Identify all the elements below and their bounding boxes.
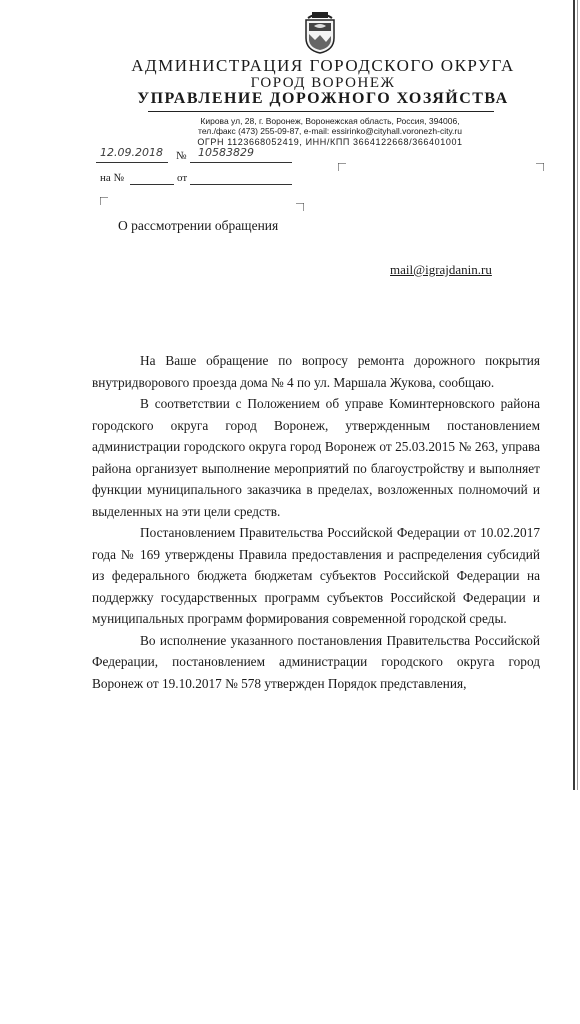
- header-divider: [148, 111, 494, 112]
- date-underline: [96, 162, 168, 163]
- reply-date-line: [190, 184, 292, 185]
- address-corner-right: [536, 163, 544, 171]
- org-name-line2: ГОРОД ВОРОНЕЖ: [250, 75, 396, 91]
- coat-of-arms-emblem: [300, 10, 340, 54]
- address-block: [160, 116, 500, 136]
- body-paragraph-2: В соответствии с Положением об управе Коминтерновского района городского округа город Воронеж, утвержденным постановлением администрации городского округа город Воронеж от 25.03.2015 № 263, управа района организует выполнение мероприятий по благоустройству и выполняет функции муниципального заказчика в пределах, возложенных полномочий и выделенных на эти цели средств.: [92, 396, 540, 519]
- letter-subject: О рассмотрении обращения: [118, 218, 279, 233]
- number-underline: [190, 162, 292, 163]
- address-corner-left: [338, 163, 346, 171]
- address-line: Кирова ул, 28, г. Воронеж, Воронежская область, Россия, 394006,: [200, 116, 460, 126]
- registration-number: 10583829: [198, 146, 254, 159]
- reply-date-label: от: [177, 172, 188, 184]
- reply-number-label: на №: [100, 172, 125, 184]
- ogrn-line: ОГРН 1123668052419, ИНН/КПП 3664122668/366401001: [197, 137, 463, 147]
- department-name: УПРАВЛЕНИЕ ДОРОЖНОГО ХОЗЯЙСТВА: [137, 90, 509, 107]
- subject-corner-right: [296, 203, 304, 211]
- letter-body: [92, 350, 540, 694]
- contacts-line: тел./факс (473) 255-09-87, e-mail: essirinko@cityhall.voronezh-city.ru: [198, 126, 462, 136]
- body-paragraph-3: Постановлением Правительства Российской Федерации от 10.02.2017 года № 169 утверждены Правила предоставления и распределения субсидий из федерального бюджета бюджетам субъектов Российской Федерации на поддержку государственных программ субъектов Российской Федерации и муниципальных программ формирования современной городской среды.: [92, 525, 540, 626]
- scan-edge-shadow: [577, 0, 578, 790]
- org-name-line1: АДМИНИСТРАЦИЯ ГОРОДСКОГО ОКРУГА: [131, 56, 515, 75]
- recipient-email: mail@igrajdanin.ru: [390, 262, 492, 277]
- number-label: №: [176, 150, 187, 162]
- scan-edge: [573, 0, 575, 790]
- registration-date: 12.09.2018: [100, 146, 163, 159]
- body-paragraph-1: На Ваше обращение по вопросу ремонта дорожного покрытия внутридворового проезда дома № 4 по ул. Маршала Жукова, сообщаю.: [92, 353, 540, 390]
- body-paragraph-4: Во исполнение указанного постановления Правительства Российской Федерации, постановлением администрации городского округа город Воронеж от 19.10.2017 № 578 утвержден Порядок представления,: [92, 632, 540, 691]
- reply-number-line: [130, 184, 174, 185]
- subject-corner-left: [100, 197, 108, 205]
